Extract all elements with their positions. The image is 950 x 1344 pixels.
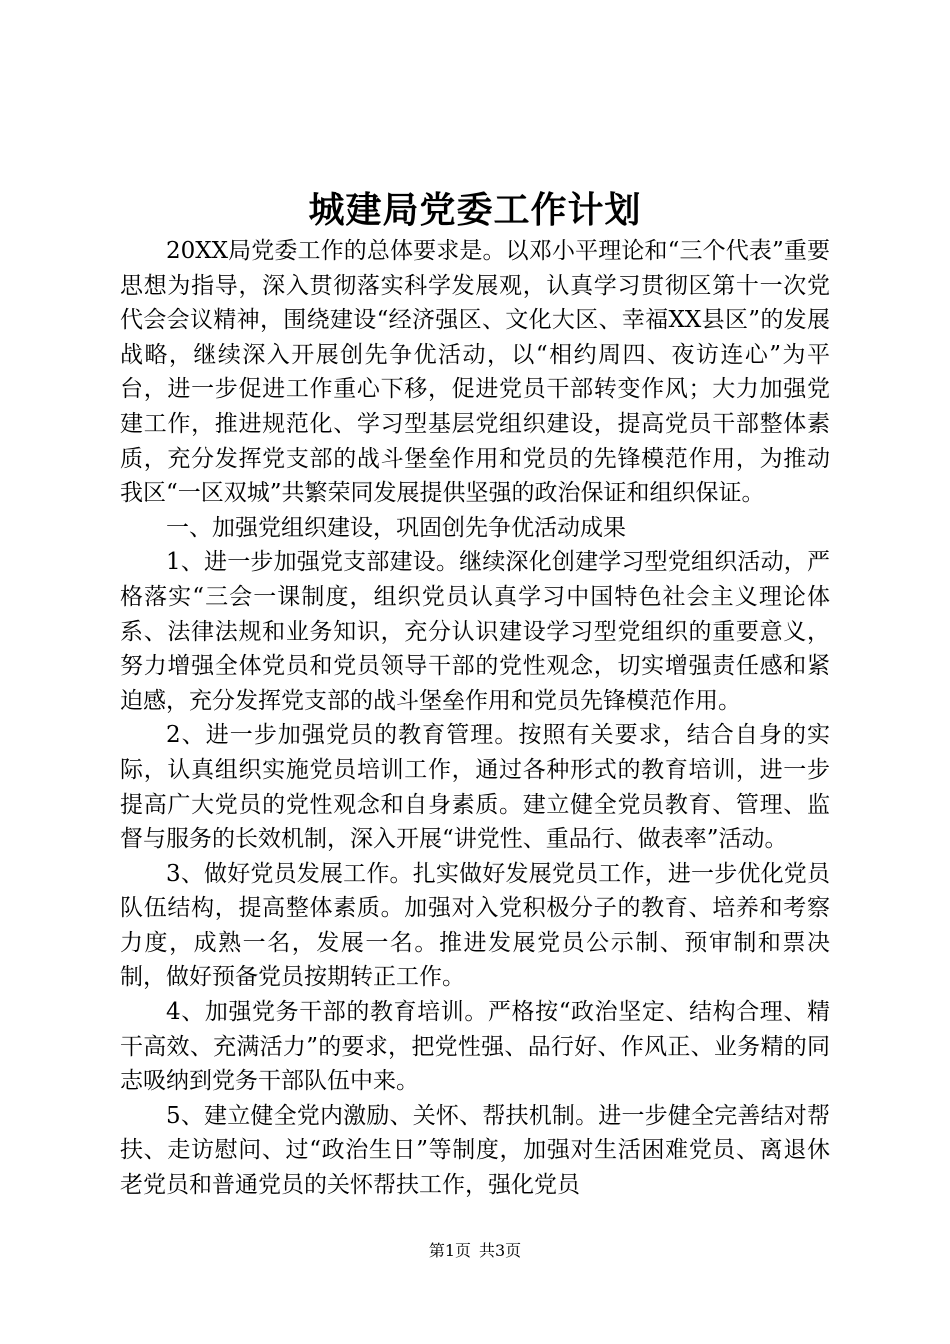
paragraph-item-2: 2、进一步加强党员的教育管理。按照有关要求，结合自身的实际，认真组织实施党员培训工作，通过各种形式的教育培训，进一步提高广大党员的党性观念和自身素质。建立健全党员教育、管理、监督与服务的长效机制，深入开展“讲党性、重品行、做表率”活动。	[120, 722, 830, 853]
paragraph-intro: 20XX局党委工作的总体要求是。以邓小平理论和“三个代表”重要思想为指导，深入贯彻落实科学发展观，认真学习贯彻区第十一次党代会会议精神，围绕建设“经济强区、文化大区、幸福XX县区”的发展战略，继续深入开展创先争优活动，以“相约周四、夜访连心”为平台，进一步促进工作重心下移，促进党员干部转变作风；大力加强党建工作，推进规范化、学习型基层党组织建设，提高党员干部整体素质，充分发挥党支部的战斗堡垒作用和党员的先锋模范作用，为推动我区“一区双城”共繁荣同发展提供坚强的政治保证和组织保证。	[120, 238, 830, 507]
page-number-total: 共3页	[479, 1241, 522, 1260]
document-title: 城建局党委工作计划	[308, 189, 642, 231]
page-number-current: 第1页	[428, 1241, 471, 1260]
paragraph-item-3: 3、做好党员发展工作。扎实做好发展党员工作，进一步优化党员队伍结构，提高整体素质。加强对入党积极分子的教育、培养和考察力度，成熟一名，发展一名。推进发展党员公示制、预审制和票决制，做好预备党员按期转正工作。	[120, 860, 830, 991]
paragraph-item-4: 4、加强党务干部的教育培训。严格按“政治坚定、结构合理、精干高效、充满活力”的要求，把党性强、品行好、作风正、业务精的同志吸纳到党务干部队伍中来。	[120, 999, 830, 1095]
document-body	[120, 234, 830, 1203]
paragraph-item-1: 1、进一步加强党支部建设。继续深化创建学习型党组织活动，严格落实“三会一课制度，组织党员认真学习中国特色社会主义理论体系、法律法规和业务知识，充分认识建设学习型党组织的重要意义，努力增强全体党员和党员领导干部的党性观念，切实增强责任感和紧迫感，充分发挥党支部的战斗堡垒作用和党员先锋模范作用。	[120, 549, 830, 714]
page-footer	[0, 1240, 950, 1262]
section-heading-1: 一、加强党组织建设，巩固创先争优活动成果	[166, 514, 626, 541]
paragraph-item-5: 5、建立健全党内激励、关怀、帮扶机制。进一步健全完善结对帮扶、走访慰问、过“政治生日”等制度，加强对生活困难党员、离退休老党员和普通党员的关怀帮扶工作，强化党员	[120, 1102, 830, 1199]
